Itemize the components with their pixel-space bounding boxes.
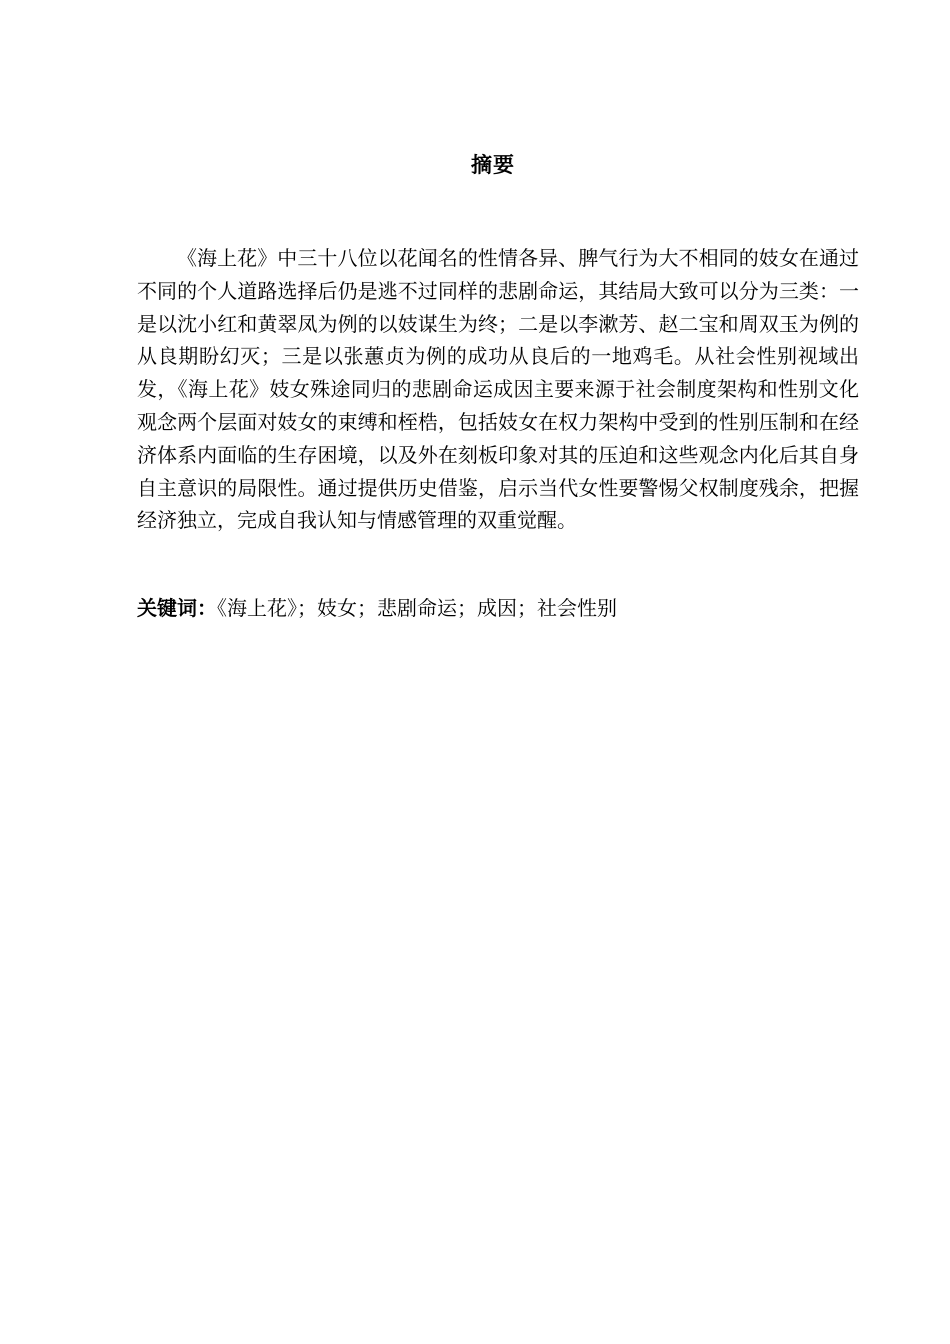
abstract-paragraph: 《海上花》中三十八位以花闻名的性情各异、脾气行为大不相同的妓女在通过不同的个人道路选择后仍是逃不过同样的悲剧命运，其结局大致可以分为三类：一是以沈小红和黄翠凤为例的以妓谋生为终；二是以李漱芳、赵二宝和周双玉为例的从良期盼幻灭；三是以张蕙贞为例的成功从良后的一地鸡毛。从社会性别视域出发，《海上花》妓女殊途同归的悲剧命运成因主要来源于社会制度架构和性别文化观念两个层面对妓女的束缚和桎梏，包括妓女在权力架构中受到的性别压制和在经济体系内面临的生存困境，以及外在刻板印象对其的压迫和这些观念内化后其自身自主意识的局限性。通过提供历史借鉴，启示当代女性要警惕父权制度残余，把握经济独立，完成自我认知与情感管理的双重觉醒。 <box>137 246 859 533</box>
keywords-label: 关键词： <box>137 596 217 620</box>
keywords-line <box>137 592 859 624</box>
keywords-value: 《海上花》；妓女；悲剧命运；成因；社会性别 <box>217 596 617 620</box>
abstract-heading: 摘要 <box>471 153 515 177</box>
